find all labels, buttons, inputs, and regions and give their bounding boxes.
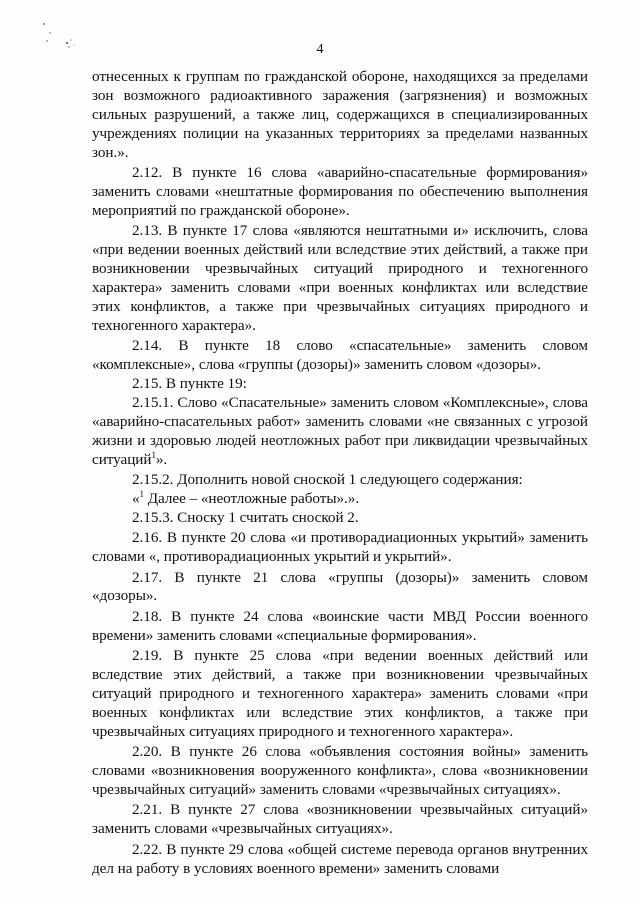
paragraph-tail: ».	[155, 450, 168, 468]
paragraph-2-18: 2.18. В пункте 24 слова «воинские части МВД России военного времени» заменить словами «специальные формирования».	[92, 607, 588, 644]
paragraph-2-22: 2.22. В пункте 29 слова «общей системе перевода органов внутренних дел на работу в условиях военного времени» заменить словами	[92, 840, 588, 877]
document-body	[92, 68, 588, 879]
paragraph-2-17: 2.17. В пункте 21 слова «группы (дозоры)» заменить словом «дозоры».	[92, 568, 588, 605]
paragraph-tail: Далее – «неотложные работы».».	[144, 489, 360, 507]
paragraph-2-21: 2.21. В пункте 27 слова «возникновении чрезвычайных ситуаций» заменить словами «чрезвычайных ситуациях».	[92, 801, 588, 838]
paragraph-2-19: 2.19. В пункте 25 слова «при ведении военных действий или вследствие этих действий, а также при возникновении чрезвычайных ситуаций природного и техногенного характера» заменить словами «при военных конфликтах или вследствие этих конфликтов, а также при чрезвычайных ситуациях природного и техногенного характера».	[92, 647, 588, 740]
page-number: 4	[316, 42, 324, 57]
paragraph-2-16: 2.16. В пункте 20 слова «и противорадиационных укрытий» заменить словами «, противорадиационных укрытий и укрытий».	[92, 529, 588, 566]
paragraph-2-15: 2.15. В пункте 19:	[132, 375, 247, 392]
paragraph-text: 2.15.1. Слово «Спасательные» заменить словом «Комплексные», слова «аварийно-спасательных работ» заменить словами «не связанных с угрозой жизни и здоровью людей неотложных работ при ликвидации чрезвычайных ситуаций	[92, 393, 588, 468]
paragraph-2-20: 2.20. В пункте 26 слова «объявления состояния войны» заменить словами «возникновения вооруженного конфликта», слова «возникновении чрезвычайных ситуаций» заменить словами «чрезвычайных ситуациях».	[92, 743, 588, 799]
footnote-mark: 1	[139, 488, 144, 499]
paragraph-continuation: отнесенных к группам по гражданской обороне, находящихся за пределами зон возможного радиоактивного заражения (загрязнения) и возможных сильных разрушений, а также лиц, содержащихся в специализированных учреждениях полиции на указанных территориях за пределами названных зон.».	[92, 68, 588, 161]
paragraph-footnote-text	[92, 490, 588, 509]
paragraph-text: «	[132, 489, 140, 507]
paragraph-2-13: 2.13. В пункте 17 слова «являются нештатными и» исключить, слова «при ведении военных действий или вследствие этих действий, а также при возникновении чрезвычайных ситуаций природного и техногенного характера» заменить словами «при военных конфликтах или вследствие этих конфликтов, а также при чрезвычайных ситуациях природного и техногенного характера».	[92, 222, 588, 334]
paragraph-2-15-3: 2.15.3. Сноску 1 считать сноской 2.	[132, 508, 359, 526]
paragraph-2-15-1	[92, 394, 588, 470]
paragraph-2-12: 2.12. В пункте 16 слова «аварийно-спасательные формирования» заменить словами «нештатные формирования по обеспечению выполнения мероприятий по гражданской обороне».	[92, 164, 588, 219]
paragraph-2-15-2: 2.15.2. Дополнить новой сноской 1 следующего содержания:	[132, 471, 523, 489]
paragraph-2-14: 2.14. В пункте 18 слово «спасательные» заменить словом «комплексные», слова «группы (дозоры)» заменить словом «дозоры».	[92, 337, 588, 374]
footnote-mark: 1	[151, 449, 156, 460]
